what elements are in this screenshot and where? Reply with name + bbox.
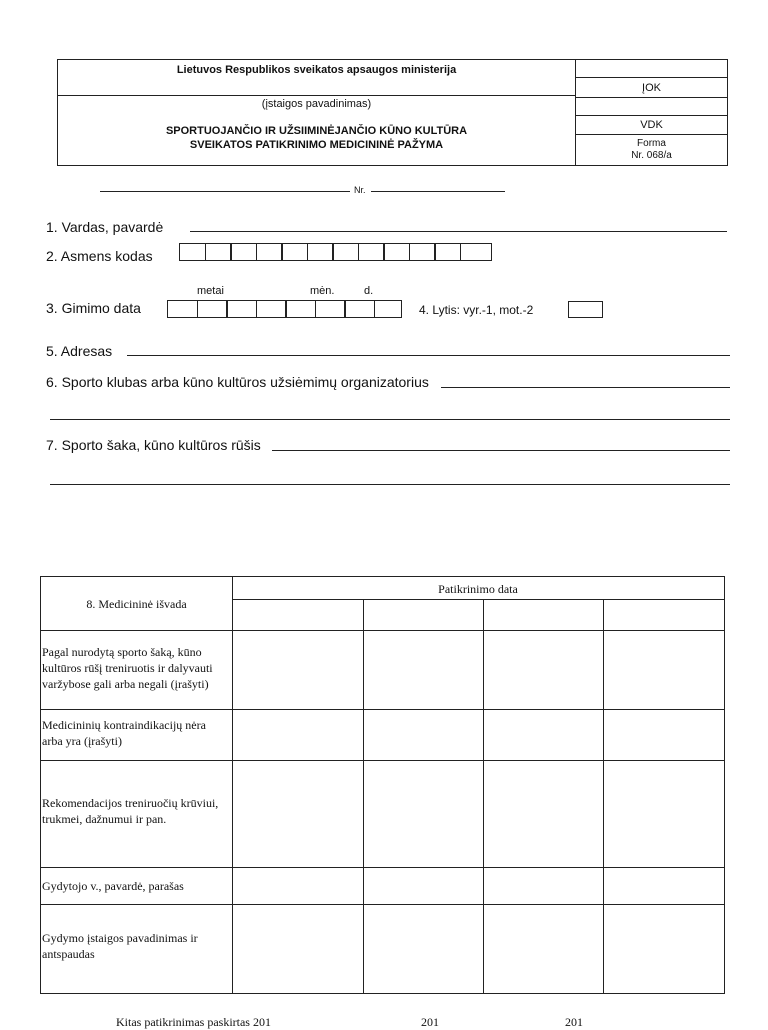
birth-digit-box[interactable]: [197, 300, 228, 318]
iok-label: ĮOK: [642, 82, 661, 94]
doc-number-label: Nr.: [354, 185, 366, 195]
row-label-contraindications: Medicininių kontraindikacijų nėra arba yra (įrašyti): [42, 718, 206, 748]
date-line[interactable]: [100, 191, 350, 192]
birth-digit-box[interactable]: [285, 300, 316, 318]
institution-caption: (įstaigos pavadinimas): [261, 98, 372, 110]
code-digit-box[interactable]: [460, 243, 492, 261]
form-label: Forma: [637, 138, 666, 149]
code-digit-box[interactable]: [205, 243, 232, 261]
code-digit-box[interactable]: [281, 243, 308, 261]
form-header: [57, 59, 728, 166]
code-digit-box[interactable]: [256, 243, 283, 261]
form-title-line2: SVEIKATOS PATIKRINIMO MEDICININĖ PAŽYMA: [189, 139, 444, 151]
code-digit-box[interactable]: [179, 243, 206, 261]
code-digit-box[interactable]: [230, 243, 257, 261]
form-title-line1: SPORTUOJANČIO IR UŽSIIMINĖJANČIO KŪNO KULTŪRA: [165, 125, 468, 137]
day-caption: d.: [364, 285, 374, 297]
sport-field[interactable]: [272, 450, 730, 451]
check-date-header: Patikrinimo data: [438, 582, 518, 596]
birth-digit-box[interactable]: [344, 300, 375, 318]
row-label-institution: Gydymo įstaigos pavadinimas ir antspaudas: [42, 931, 198, 961]
birth-digit-box[interactable]: [315, 300, 346, 318]
birth-date-label: 3. Gimimo data: [46, 300, 141, 316]
form-number: Nr. 068/a: [631, 150, 672, 161]
doc-number-line[interactable]: [371, 191, 505, 192]
code-digit-box[interactable]: [358, 243, 385, 261]
code-digit-box[interactable]: [434, 243, 461, 261]
club-field-line2[interactable]: [50, 419, 730, 420]
ministry-name: Lietuvos Respublikos sveikatos apsaugos ministerija: [176, 64, 457, 76]
next-check-label: Kitas patikrinimas paskirtas 201: [116, 1015, 271, 1029]
club-field[interactable]: [441, 387, 730, 388]
birth-digit-box[interactable]: [167, 300, 198, 318]
name-field[interactable]: [190, 231, 727, 232]
month-caption: mėn.: [310, 285, 335, 297]
code-digit-box[interactable]: [332, 243, 359, 261]
sport-field-line2[interactable]: [50, 484, 730, 485]
conclusion-table: [40, 576, 725, 994]
next-check-year-1: 201: [421, 1015, 439, 1029]
row-label-recommendations: Rekomendacijos treniruočių krūviui, trukmei, dažnumui ir pan.: [42, 796, 219, 826]
row-label-permission: Pagal nurodytą sporto šaką, kūno kultūros rūšį treniruotis ir dalyvauti varžybose gali arba negali (įrašyti): [42, 645, 213, 691]
address-label: 5. Adresas: [46, 343, 113, 359]
personal-code-boxes[interactable]: [179, 243, 492, 261]
next-check-year-2: 201: [565, 1015, 583, 1029]
birth-digit-box[interactable]: [256, 300, 287, 318]
club-label: 6. Sporto klubas arba kūno kultūros užsiėmimų organizatorius: [46, 374, 429, 390]
birth-date-boxes[interactable]: [167, 300, 402, 318]
code-digit-box[interactable]: [409, 243, 436, 261]
gender-label: 4. Lytis: vyr.-1, mot.-2: [419, 303, 534, 317]
vdk-label: VDK: [640, 119, 663, 131]
personal-code-label: 2. Asmens kodas: [46, 248, 153, 264]
birth-digit-box[interactable]: [374, 300, 402, 318]
code-digit-box[interactable]: [307, 243, 334, 261]
birth-digit-box[interactable]: [226, 300, 257, 318]
address-field[interactable]: [127, 355, 730, 356]
gender-box[interactable]: [568, 301, 603, 318]
row-label-doctor: Gydytojo v., pavardė, parašas: [42, 879, 184, 893]
sport-label: 7. Sporto šaka, kūno kultūros rūšis: [46, 437, 261, 453]
conclusion-header: 8. Medicininė išvada: [86, 597, 187, 611]
name-label: 1. Vardas, pavardė: [46, 219, 164, 235]
code-digit-box[interactable]: [383, 243, 410, 261]
year-caption: metai: [197, 285, 224, 297]
